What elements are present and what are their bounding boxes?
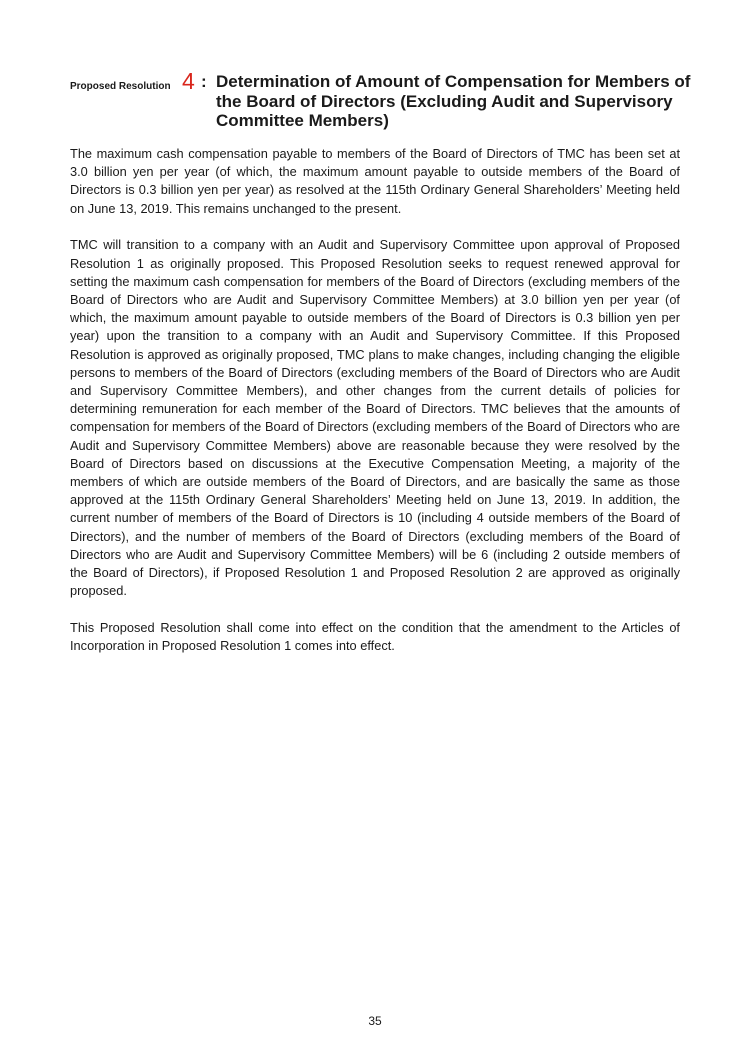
heading-title: Determination of Amount of Compensation for Members of the Board of Directors (Excluding Audit and Supervisory Committee Members) [216,72,691,130]
page-number: 35 [368,1014,382,1028]
heading-prefix: Proposed Resolution [70,81,171,92]
body-text [70,145,680,674]
heading-resolution-number: 4 [182,68,195,94]
paragraph-transition-details: TMC will transition to a company with an Audit and Supervisory Committee upon approval of Proposed Resolution 1 as originally proposed. This Proposed Resolution seeks to request renewed approval for setting the maximum cash compensation for members of the Board of Directors (excluding members of the Board of Directors who are Audit and Supervisory Committee Members) at 3.0 billion yen per year (of which, the maximum amount payable to outside members of the Board of Directors is 0.3 billion yen per year) upon the transition to a company with an Audit and Supervisory Committee. If this Proposed Resolution is approved as originally proposed, TMC plans to make changes, including changing the eligible persons to members of the Board of Directors (excluding members of the Board of Directors who are Audit and Supervisory Committee Members), and other changes from the current details of policies for determining remuneration for each member of the Board of Directors. TMC believes that the amounts of compensation for members of the Board of Directors (excluding members of the Board of Directors who are Audit and Supervisory Committee Members) above are reasonable because they were resolved by the Board of Directors based on discussions at the Executive Compensation Meeting, a majority of the members of which are outside members of the Board of Directors, and are basically the same as those approved at the 115th Ordinary General Shareholders’ Meeting held on June 13, 2019. In addition, the current number of members of the Board of Directors is 10 (including 4 outside members of the Board of Directors), and the number of members of the Board of Directors (excluding members of the Board of Directors who are Audit and Supervisory Committee Members) will be 6 (including 2 outside members of the Board of Directors), if Proposed Resolution 1 and Proposed Resolution 2 are approved as originally proposed. [70,237,680,599]
heading-colon: : [201,72,207,91]
paragraph-current-compensation: The maximum cash compensation payable to members of the Board of Directors of TMC has been set at 3.0 billion yen per year (of which, the maximum amount payable to outside members of the Board of Directors is 0.3 billion yen per year) as resolved at the 115th Ordinary General Shareholders’ Meeting held on June 13, 2019. This remains unchanged to the present. [70,146,680,216]
paragraph-effective-condition: This Proposed Resolution shall come into effect on the condition that the amendment to the Articles of Incorporation in Proposed Resolution 1 comes into effect. [70,619,680,654]
